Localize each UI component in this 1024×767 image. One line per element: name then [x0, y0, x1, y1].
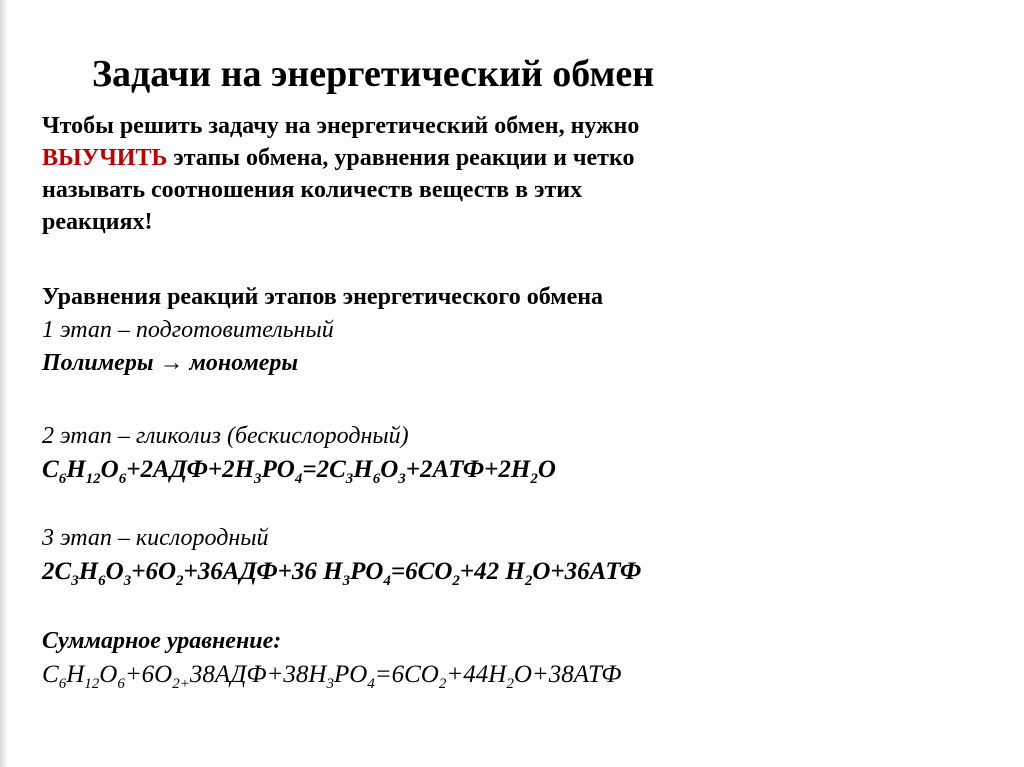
equation-term: PO: [350, 558, 384, 585]
equation-subscript: 2: [176, 573, 184, 589]
equation-term: H: [66, 456, 86, 483]
equation-subscript: 2: [530, 471, 538, 487]
equation-subscript: 3: [326, 676, 334, 692]
equation-term: H: [353, 456, 373, 483]
equation-term: +6O: [124, 661, 173, 688]
intro-line-3: называть соотношения количеств веществ в этих: [42, 177, 583, 203]
equation-subscript: 6: [98, 573, 106, 589]
stage2-label: 2 этап – гликолиз (бескислородный): [42, 423, 409, 449]
equation-term: PO: [261, 456, 295, 483]
equation-term: 2C: [42, 558, 72, 585]
equation-subscript: 3: [123, 573, 132, 589]
equation-subscript: 2+: [172, 676, 190, 692]
equation-term: H: [78, 558, 99, 585]
equation-subscript: 2: [452, 573, 460, 589]
slide-title: Задачи на энергетический обмен: [92, 53, 655, 95]
equation-term: PO: [333, 661, 368, 688]
equation-subscript: 3: [71, 573, 79, 589]
equation-term: H: [66, 661, 85, 688]
equation-term: +2АТФ+2H: [405, 456, 531, 483]
intro-line-1: Чтобы решить задачу на энергетический обмен, нужно: [42, 113, 640, 139]
stage1-scheme: Полимеры → мономеры: [42, 350, 299, 376]
equation-subscript: 6: [58, 676, 67, 692]
section-heading: Уравнения реакций этапов энергетического обмена: [42, 284, 604, 310]
intro-line-2-rest: этапы обмена, уравнения реакции и четко: [167, 145, 635, 171]
summary-label: Суммарное уравнение:: [42, 628, 282, 654]
equation-term: O+38АТФ: [513, 661, 622, 688]
equation-term: O+36АТФ: [532, 558, 642, 585]
equation-subscript: 3: [345, 471, 354, 487]
equation-term: 38АДФ+38H: [189, 661, 327, 688]
intro-line-2: [42, 142, 634, 174]
slide-edge-shadow: [0, 0, 8, 767]
equation-term: =6CO: [390, 558, 453, 585]
equation-term: O: [99, 661, 118, 688]
equation-term: C: [42, 661, 59, 688]
equation-subscript: 4: [383, 573, 391, 589]
equation-term: C: [42, 456, 59, 483]
equation-term: +36АДФ+36 H: [183, 558, 343, 585]
equation-subscript: 3: [342, 573, 351, 589]
equation-subscript: 6: [118, 471, 127, 487]
equation-subscript: 6: [372, 471, 381, 487]
summary-equation: [42, 658, 621, 692]
learn-highlight: ВЫУЧИТЬ: [42, 145, 168, 171]
equation-subscript: 6: [117, 676, 125, 692]
equation-term: +6O: [131, 558, 177, 585]
equation-term: O: [537, 456, 556, 483]
equation-subscript: 3: [398, 471, 406, 487]
equation-subscript: 2: [506, 676, 514, 692]
equation-subscript: 12: [85, 471, 101, 487]
equation-term: O: [105, 558, 124, 585]
equation-subscript: 3: [254, 471, 262, 487]
equation-subscript: 12: [84, 676, 100, 692]
intro-line-4: реакциях!: [42, 209, 153, 235]
equation-term: O: [100, 456, 119, 483]
equation-term: =6CO: [374, 661, 439, 688]
equation-term: +44H: [446, 661, 507, 688]
equation-subscript: 4: [367, 676, 375, 692]
equation-term: +42 H: [459, 558, 525, 585]
equation-subscript: 2: [438, 676, 447, 692]
stage3-label: 3 этап – кислородный: [42, 525, 269, 551]
stage2-equation: [42, 453, 556, 487]
stage1-label: 1 этап – подготовительный: [42, 317, 334, 343]
equation-subscript: 2: [524, 573, 533, 589]
equation-term: =2C: [302, 456, 346, 483]
equation-subscript: 4: [294, 471, 303, 487]
stage3-equation: [42, 555, 641, 589]
equation-subscript: 6: [58, 471, 67, 487]
equation-term: O: [380, 456, 399, 483]
equation-term: +2АДФ+2H: [126, 456, 255, 483]
